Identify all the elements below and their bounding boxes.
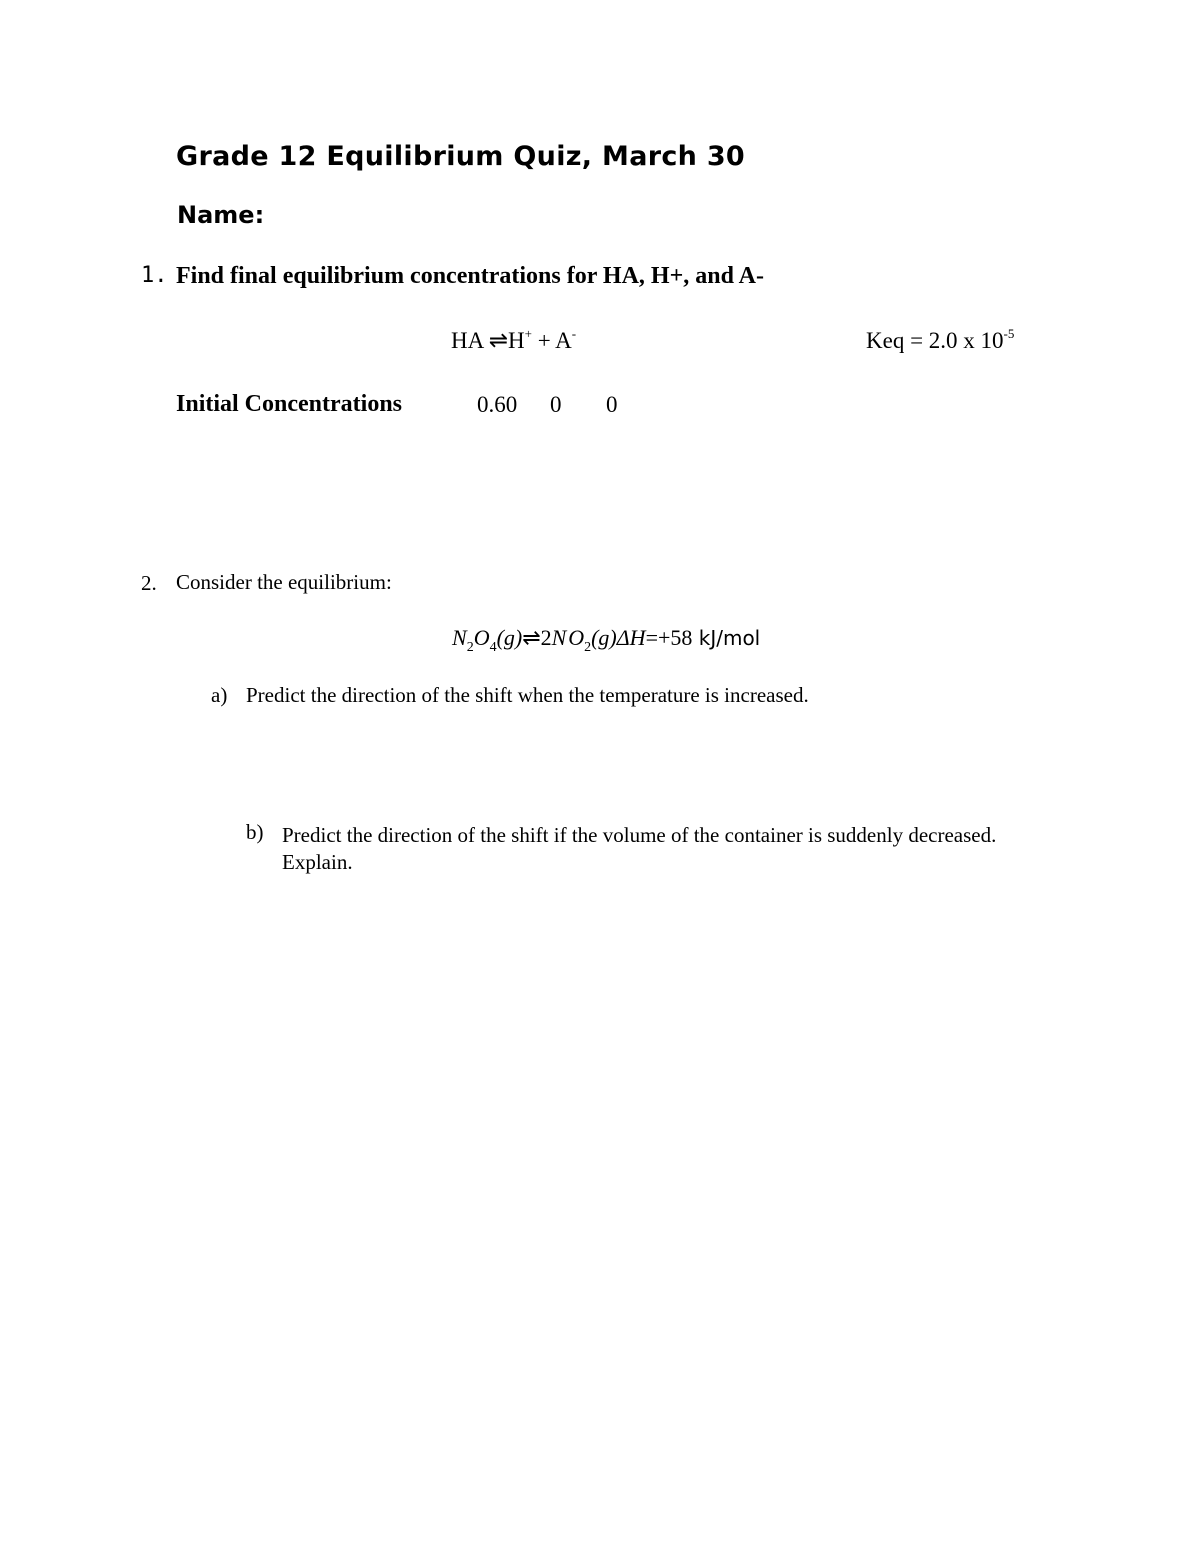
- question-2-text: Consider the equilibrium:: [176, 570, 392, 594]
- eq2-delta-h: ΔH: [616, 625, 646, 650]
- eq1-product-a: A: [555, 328, 572, 353]
- part-b-label: b): [246, 820, 264, 844]
- eq2-coef: 2: [540, 625, 552, 650]
- eq2-o-sub: 4: [489, 640, 497, 655]
- question-1-equation: [451, 326, 577, 353]
- eq1-reactant: HA: [451, 328, 483, 353]
- keq-label: Keq = 2.0 x 10: [866, 328, 1004, 353]
- eq2-units: kJ/mol: [692, 626, 761, 650]
- question-2-number: 2.: [141, 571, 157, 595]
- part-a-label: a): [211, 683, 228, 707]
- eq2-o2: O: [568, 625, 585, 650]
- eq2-o: O: [473, 625, 490, 650]
- question-2-equation: [452, 625, 761, 655]
- eq1-arrow: ⇌: [488, 328, 508, 353]
- page-title: Grade 12 Equilibrium Quiz, March 30: [176, 141, 746, 172]
- eq2-arrow: ⇌: [522, 625, 541, 650]
- part-b-text: Predict the direction of the shift if the volume of the container is suddenly decreased. Explain.: [282, 823, 997, 874]
- question-1-text: Find final equilibrium concentrations for HA, H+, and A-: [176, 263, 764, 289]
- eq1-product-h: H: [507, 328, 525, 353]
- initial-a: 0: [606, 392, 618, 417]
- eq2-value: =+58: [645, 625, 693, 650]
- eq2-n-sub: 2: [466, 640, 474, 655]
- initial-h: 0: [550, 392, 562, 417]
- initial-ha: 0.60: [477, 392, 518, 417]
- eq1-a-charge: -: [571, 326, 577, 341]
- eq2-state1: (g): [496, 625, 523, 650]
- keq-value: [866, 326, 1015, 353]
- initial-concentrations-label: Initial Concentrations: [176, 391, 403, 417]
- eq1-plus: +: [531, 328, 556, 353]
- question-1-number: 1.: [141, 263, 168, 288]
- part-a-text: Predict the direction of the shift when the temperature is increased.: [246, 683, 809, 707]
- keq-exponent: -5: [1003, 326, 1015, 341]
- eq1-h-charge: +: [524, 326, 532, 341]
- eq2-state2: (g): [591, 625, 617, 650]
- eq2-o2-sub: 2: [584, 640, 592, 655]
- eq2-n: N: [452, 625, 467, 650]
- eq2-n2: N: [551, 625, 567, 650]
- name-label: Name:: [177, 201, 265, 229]
